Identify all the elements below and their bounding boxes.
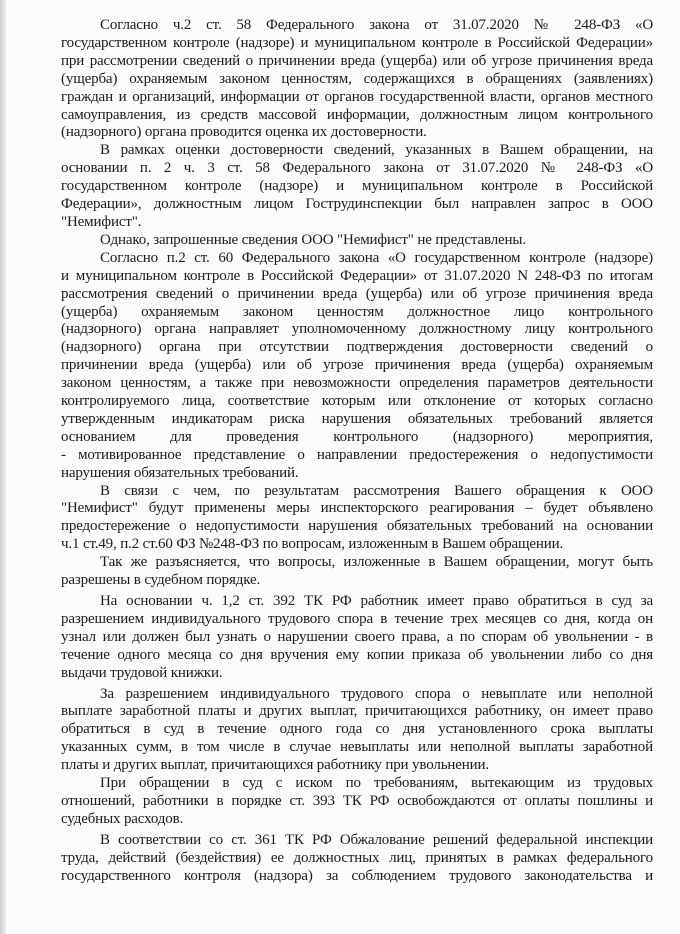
text-line: Согласно п.2 ст. 60 Федерального закона «О государственном контроле (надзоре) [100, 249, 653, 266]
text-line: Федерации», должностным лицом Гострудинспекции был направлен запрос в ООО [61, 196, 653, 213]
text-line: ч.1 ст.49, п.2 ст.60 ФЗ №248-ФЗ по вопросам, изложенным в Вашем обращении. [61, 536, 564, 553]
text-line: (ущерба) охраняемым законом ценностям должностное лицо контрольного [61, 303, 653, 320]
text-line: В связи с чем, по результатам рассмотрения Вашего обращения к ООО [100, 482, 653, 499]
text-line: государственном контроле (надзоре) и муниципальном контроле в Российской [61, 178, 653, 195]
text-line: (ущерба) охраняемым законом ценностям, содержащихся в обращениях (заявлениях) [61, 70, 653, 87]
text-line: рассмотрения сведений о причинении вреда (ущерба) или об угрозе причинения вреда [61, 285, 653, 302]
text-line: предостережение о недопустимости нарушения обязательных требований на основании [61, 518, 653, 535]
text-line: В рамках оценки достоверности сведений, указанных в Вашем обращении, на [100, 142, 653, 159]
text-line: выдачи трудовой книжки. [61, 664, 223, 681]
text-line: разрешением индивидуального трудового спора в течение трех месяцев со дня, когда он [61, 610, 653, 627]
text-line: разрешены в судебном порядке. [61, 572, 261, 589]
text-line: самоуправления, из средств массовой информации, должностным лицом контрольного [61, 106, 653, 123]
text-line: выплате заработной платы и других выплат, причитающихся работнику, он имеет право [61, 703, 653, 720]
text-line: законом ценностям, а также при невозможности определения параметров деятельности [61, 375, 653, 392]
text-line: обратиться в суд в течение одного года со дня установленного срока выплаты [61, 721, 653, 738]
text-line: В соответствии со ст. 361 ТК РФ Обжалование решений федеральной инспекции [100, 831, 653, 848]
text-line: - мотивированное представление о направлении предостережения о недопустимости [61, 446, 653, 463]
paragraph [61, 142, 653, 232]
text-line: (надзорного) органа проводится оценка их достоверности. [61, 124, 427, 141]
paragraph [61, 17, 653, 142]
text-line: государственного контроля (надзора) за соблюдением трудового законодательства и [61, 867, 653, 884]
paragraph [61, 483, 653, 555]
text-line: За разрешением индивидуального трудового спора о невыплате или неполной [100, 685, 653, 702]
page-edge-shadow [0, 0, 6, 934]
text-line: На основании ч. 1,2 ст. 392 ТК РФ работник имеет право обратиться в суд за [100, 593, 653, 609]
paragraph [61, 593, 653, 683]
document-page [61, 17, 653, 886]
text-line: При обращении в суд с иском по требованиям, вытекающим из трудовых [100, 775, 653, 792]
paragraph [61, 554, 653, 590]
text-line: причинении вреда (ущерба) или об угрозе причинения вреда (ущерба) охраняемым [61, 357, 653, 374]
text-line: (надзорного) органа при отсутствии подтверждения достоверности сведений о [61, 339, 653, 356]
text-line: государственном контроле (надзоре) и муниципальном контроле в Российской Федерации» [61, 34, 653, 51]
paragraph [61, 232, 653, 250]
text-line: платы и других выплат, причитающихся работнику при увольнении. [61, 757, 490, 774]
paragraph [61, 775, 653, 829]
text-line: нарушения обязательных требований. [61, 464, 299, 481]
text-line: контролируемого лица, соответствие которым или отклонение от которых согласно [61, 393, 653, 410]
text-line: "Немифист". [61, 213, 142, 230]
text-line: утвержденным индикаторам риска нарушения обязательных требований является [61, 410, 653, 427]
text-line: "Немифист" будут применены меры инспекторского реагирования – будет объявлено [61, 500, 653, 517]
text-line: узнал или должен был узнать о нарушении своего права, а по спорам об увольнении - в [61, 628, 653, 645]
text-line: течение одного месяца со дня вручения ему копии приказа об увольнении либо со дня [61, 646, 653, 663]
paragraph [61, 686, 653, 776]
text-line: основании п. 2 ч. 3 ст. 58 Федерального закона от 31.07.2020 № 248-ФЗ «О [61, 160, 653, 177]
text-line: Так же разъясняется, что вопросы, изложенные в Вашем обращении, могут быть [100, 554, 653, 571]
paragraph [61, 250, 653, 483]
paragraph [61, 832, 653, 886]
text-line: отношений, работники в порядке ст. 393 ТК РФ освобождаются от оплаты пошлины и [61, 792, 653, 809]
text-line: Однако, запрошенные сведения ООО "Немифист" не представлены. [100, 231, 526, 248]
text-line: труда, действий (бездействия) ее должностных лиц, принятых в рамках федерального [61, 849, 653, 866]
text-line: основанием для проведения контрольного (надзорного) мероприятия, [61, 428, 653, 445]
text-line: граждан и организаций, информации от органов государственной власти, органов местного [61, 88, 653, 105]
text-line: и муниципальном контроле в Российской Федерации» от 31.07.2020 N 248-ФЗ по итогам [61, 267, 653, 284]
text-line: (надзорного) органа направляет уполномоченному должностному лицу контрольного [61, 321, 653, 338]
text-line: судебных расходов. [61, 810, 184, 827]
text-line: указанных сумм, в том числе в случае невыплаты или неполной выплаты заработной [61, 739, 653, 756]
text-line: при рассмотрении сведений о причинении вреда (ущерба) или об угрозе причинения вреда [61, 52, 653, 69]
text-line: Согласно ч.2 ст. 58 Федерального закона от 31.07.2020 № 248-ФЗ «О [100, 17, 653, 33]
